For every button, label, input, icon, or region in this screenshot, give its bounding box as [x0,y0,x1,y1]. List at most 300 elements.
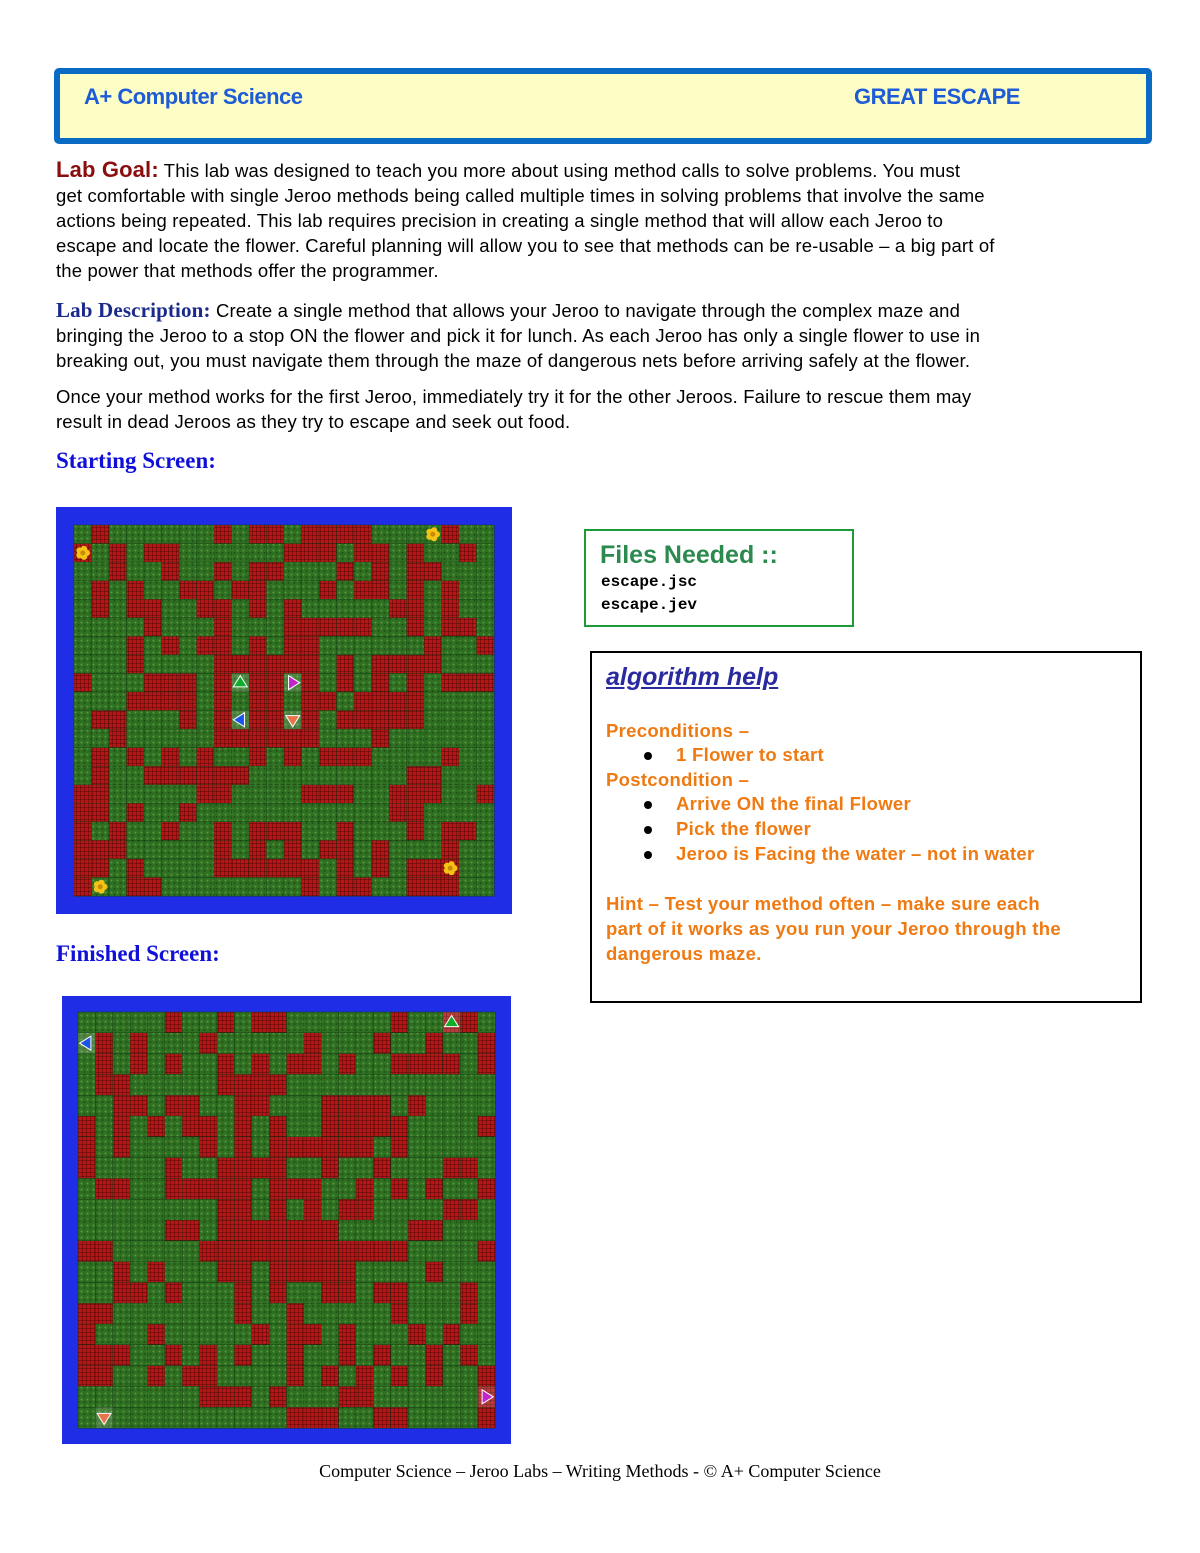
grass-cell [92,673,110,692]
grass-cell [162,711,180,730]
net-cell [339,1095,357,1116]
grass-cell [356,1345,374,1366]
grass-cell [269,1095,287,1116]
net-cell [144,766,162,785]
grass-cell [356,1262,374,1283]
grass-cell [165,1262,183,1283]
grass-cell [372,766,390,785]
grass-cell [232,599,250,618]
grass-cell [182,1033,200,1054]
grass-cell [162,785,180,804]
grass-cell [217,1324,235,1345]
grass-cell [148,1241,166,1262]
grass-cell [426,1241,444,1262]
grass-cell [252,1282,270,1303]
net-cell [319,544,337,563]
grass-cell [477,544,495,563]
grass-cell [269,1324,287,1345]
grass-cell [477,877,495,896]
net-cell [234,1074,252,1095]
grass-cell [197,562,215,581]
net-cell [442,673,460,692]
grass-cell [408,1116,426,1137]
grass-cell [78,1074,96,1095]
grass-cell [477,525,495,544]
grass-cell [442,766,460,785]
grass-cell [287,1033,305,1054]
grass-cell [214,581,232,600]
net-cell [197,599,215,618]
grass-cell [443,1262,461,1283]
grass-cell [408,1012,426,1033]
net-cell [165,1282,183,1303]
grass-cell [269,1366,287,1387]
grass-cell [92,636,110,655]
grass-cell [442,544,460,563]
net-cell [478,1054,496,1075]
grass-cell [424,729,442,748]
net-cell [321,1137,339,1158]
grass-cell [130,1303,148,1324]
grass-cell [442,803,460,822]
net-cell [144,599,162,618]
grass-cell [232,840,250,859]
net-cell [321,1158,339,1179]
grass-cell [95,1012,113,1033]
flower-center [430,532,435,537]
net-cell [74,822,92,841]
grass-cell [148,1407,166,1428]
net-cell [127,877,145,896]
grass-cell [391,1262,409,1283]
grass-cell [95,1158,113,1179]
grass-cell [356,1074,374,1095]
net-cell [182,1366,200,1387]
net-cell [95,1033,113,1054]
grass-cell [252,1199,270,1220]
postcondition-label: Postcondition – [606,769,750,790]
grass-cell [319,562,337,581]
grass-cell [356,1324,374,1345]
net-cell [179,581,197,600]
net-cell [234,1158,252,1179]
grass-cell [182,1012,200,1033]
grass-cell [424,748,442,767]
grass-cell [197,711,215,730]
grass-cell [372,748,390,767]
net-cell [234,1095,252,1116]
net-cell [319,748,337,767]
files-needed-title: Files Needed :: [600,541,778,569]
grass-cell [389,636,407,655]
net-cell [162,766,180,785]
net-cell [269,1282,287,1303]
net-cell [337,840,355,859]
grass-cell [459,655,477,674]
net-cell [373,1345,391,1366]
net-cell [354,711,372,730]
net-cell [389,785,407,804]
grass-cell [113,1366,131,1387]
grass-cell [148,1095,166,1116]
net-cell [304,1054,322,1075]
net-cell [339,1054,357,1075]
grass-cell [214,803,232,822]
grass-cell [165,1074,183,1095]
net-cell [217,1241,235,1262]
grass-cell [284,877,302,896]
grass-cell [459,636,477,655]
grass-cell [109,673,127,692]
net-cell [321,1282,339,1303]
net-cell [269,1158,287,1179]
grass-cell [197,840,215,859]
net-cell [407,859,425,878]
grass-cell [337,692,355,711]
net-cell [109,840,127,859]
net-cell [302,859,320,878]
net-cell [109,544,127,563]
grass-cell [269,1303,287,1324]
net-cell [179,673,197,692]
net-cell [267,525,285,544]
net-cell [92,581,110,600]
grass-cell [197,655,215,674]
grass-cell [321,1074,339,1095]
grass-cell [127,840,145,859]
grass-cell [426,1074,444,1095]
grass-cell [459,840,477,859]
net-cell [442,581,460,600]
net-cell [424,859,442,878]
net-cell [78,1345,96,1366]
net-cell [424,766,442,785]
net-cell [389,803,407,822]
grass-cell [373,1074,391,1095]
net-cell [217,1262,235,1283]
grass-cell [477,599,495,618]
grass-cell [426,1324,444,1345]
grass-cell [162,859,180,878]
grass-cell [267,877,285,896]
grass-cell [130,1116,148,1137]
grass-cell [284,785,302,804]
net-cell [477,636,495,655]
grass-cell [389,840,407,859]
net-cell [407,711,425,730]
net-cell [92,748,110,767]
net-cell [78,1324,96,1345]
grass-cell [217,1282,235,1303]
net-cell [337,711,355,730]
net-cell [442,840,460,859]
net-cell [372,673,390,692]
grass-cell [92,655,110,674]
net-cell [269,1012,287,1033]
net-cell [252,1241,270,1262]
grass-cell [426,1199,444,1220]
grass-cell [459,877,477,896]
net-cell [130,1282,148,1303]
grass-cell [130,1074,148,1095]
grass-cell [78,1407,96,1428]
grass-cell [391,1158,409,1179]
grass-cell [319,711,337,730]
grass-cell [127,785,145,804]
net-cell [217,1386,235,1407]
net-cell [426,1054,444,1075]
grass-cell [74,766,92,785]
grass-cell [113,1241,131,1262]
grass-cell [130,1345,148,1366]
net-cell [354,581,372,600]
net-cell [354,525,372,544]
grass-cell [337,729,355,748]
net-cell [391,1054,409,1075]
grass-cell [319,822,337,841]
grass-cell [478,1303,496,1324]
grass-cell [232,562,250,581]
grass-cell [214,877,232,896]
net-cell [354,748,372,767]
grass-cell [321,1199,339,1220]
grass-cell [443,1095,461,1116]
grass-cell [442,692,460,711]
grass-cell [217,1345,235,1366]
grass-cell [408,1074,426,1095]
grass-cell [95,1199,113,1220]
net-cell [321,1366,339,1387]
net-cell [337,673,355,692]
grass-cell [179,544,197,563]
net-cell [407,877,425,896]
net-cell [460,1012,478,1033]
net-cell [249,599,267,618]
net-cell [269,1220,287,1241]
grass-cell [426,1407,444,1428]
net-cell [407,562,425,581]
grass-cell [269,1033,287,1054]
net-cell [214,729,232,748]
net-cell [321,1116,339,1137]
grass-cell [408,1241,426,1262]
net-cell [269,1241,287,1262]
grass-cell [302,562,320,581]
net-cell [269,1262,287,1283]
net-cell [339,1324,357,1345]
net-cell [92,859,110,878]
net-cell [459,618,477,637]
grass-cell [443,1407,461,1428]
net-cell [130,1033,148,1054]
grass-cell [252,1407,270,1428]
net-cell [200,1366,218,1387]
file-jsc: escape.jsc [601,573,698,591]
grass-cell [148,1158,166,1179]
net-cell [113,1282,131,1303]
net-cell [234,1199,252,1220]
net-cell [339,1241,357,1262]
grass-cell [373,1262,391,1283]
grass-cell [304,1074,322,1095]
grass-cell [319,877,337,896]
net-cell [319,618,337,637]
net-cell [304,1137,322,1158]
grass-cell [148,1012,166,1033]
grass-cell [127,822,145,841]
net-cell [460,1199,478,1220]
net-cell [356,1199,374,1220]
grass-cell [232,748,250,767]
net-cell [391,1407,409,1428]
grass-cell [339,1033,357,1054]
net-cell [109,822,127,841]
grass-cell [477,822,495,841]
grass-cell [234,1012,252,1033]
grass-cell [339,1366,357,1387]
grass-cell [74,581,92,600]
postcondition-item-3: Jeroo is Facing the water – not in water [676,843,1035,864]
grass-cell [302,766,320,785]
grass-cell [267,581,285,600]
grass-cell [356,1220,374,1241]
net-cell [127,859,145,878]
grass-cell [200,1199,218,1220]
grass-cell [339,1220,357,1241]
net-cell [92,840,110,859]
net-cell [78,1366,96,1387]
net-cell [373,1158,391,1179]
grass-cell [95,1324,113,1345]
grass-cell [372,822,390,841]
net-cell [443,1199,461,1220]
net-cell [95,1241,113,1262]
grass-cell [443,1345,461,1366]
net-cell [372,692,390,711]
net-cell [356,1386,374,1407]
grass-cell [460,1095,478,1116]
net-cell [424,877,442,896]
net-cell [144,544,162,563]
grass-cell [113,1054,131,1075]
grass-cell [148,1282,166,1303]
net-cell [214,655,232,674]
net-cell [391,1241,409,1262]
net-cell [74,877,92,896]
net-cell [284,636,302,655]
flower-center [448,866,453,871]
grass-cell [302,822,320,841]
grass-cell [354,599,372,618]
net-cell [214,859,232,878]
grass-cell [354,859,372,878]
grass-cell [95,1282,113,1303]
net-cell [113,1074,131,1095]
net-cell [407,581,425,600]
net-cell [426,1366,444,1387]
grass-cell [197,803,215,822]
grass-cell [148,1074,166,1095]
grass-cell [165,1199,183,1220]
grass-cell [356,1303,374,1324]
net-cell [127,655,145,674]
grass-cell [249,544,267,563]
grass-cell [252,1345,270,1366]
net-cell [372,581,390,600]
net-cell [424,562,442,581]
grass-cell [478,1158,496,1179]
grass-cell [408,1345,426,1366]
grass-cell [391,1074,409,1095]
net-cell [267,711,285,730]
net-cell [162,636,180,655]
net-cell [269,1137,287,1158]
grass-cell [319,803,337,822]
grass-cell [148,1303,166,1324]
grass-cell [109,766,127,785]
grass-cell [408,1262,426,1283]
grass-cell [389,562,407,581]
grass-cell [197,822,215,841]
net-cell [162,692,180,711]
grass-cell [144,711,162,730]
grass-cell [478,1324,496,1345]
net-cell [217,1178,235,1199]
net-cell [408,1095,426,1116]
grass-cell [460,1220,478,1241]
net-cell [127,692,145,711]
net-cell [372,840,390,859]
net-cell [304,1178,322,1199]
net-cell [113,1137,131,1158]
grass-cell [354,673,372,692]
net-cell [214,562,232,581]
grass-cell [302,599,320,618]
net-cell [162,673,180,692]
net-cell [356,1241,374,1262]
net-cell [92,766,110,785]
postcondition-item-2: Pick the flower [676,818,812,839]
net-cell [232,766,250,785]
net-cell [304,1407,322,1428]
grass-cell [339,1178,357,1199]
net-cell [95,1366,113,1387]
net-cell [442,822,460,841]
grass-cell [232,636,250,655]
net-cell [127,581,145,600]
grass-cell [319,636,337,655]
lab-goal-line-3: actions being repeated. This lab requires precision in creating a single method that will allow each Jeroo to [56,210,944,231]
grass-cell [232,877,250,896]
grass-cell [408,1407,426,1428]
net-cell [302,692,320,711]
net-cell [179,692,197,711]
net-cell [321,1407,339,1428]
grass-cell [74,692,92,711]
net-cell [267,673,285,692]
grass-cell [217,1303,235,1324]
grass-cell [252,1116,270,1137]
grass-cell [249,803,267,822]
grass-cell [391,1386,409,1407]
net-cell [426,1220,444,1241]
grass-cell [389,729,407,748]
grass-cell [407,748,425,767]
grass-cell [200,1012,218,1033]
net-cell [252,1074,270,1095]
grass-cell [460,1054,478,1075]
page-footer: Computer Science – Jeroo Labs – Writing Methods - © A+ Computer Science [319,1461,881,1481]
